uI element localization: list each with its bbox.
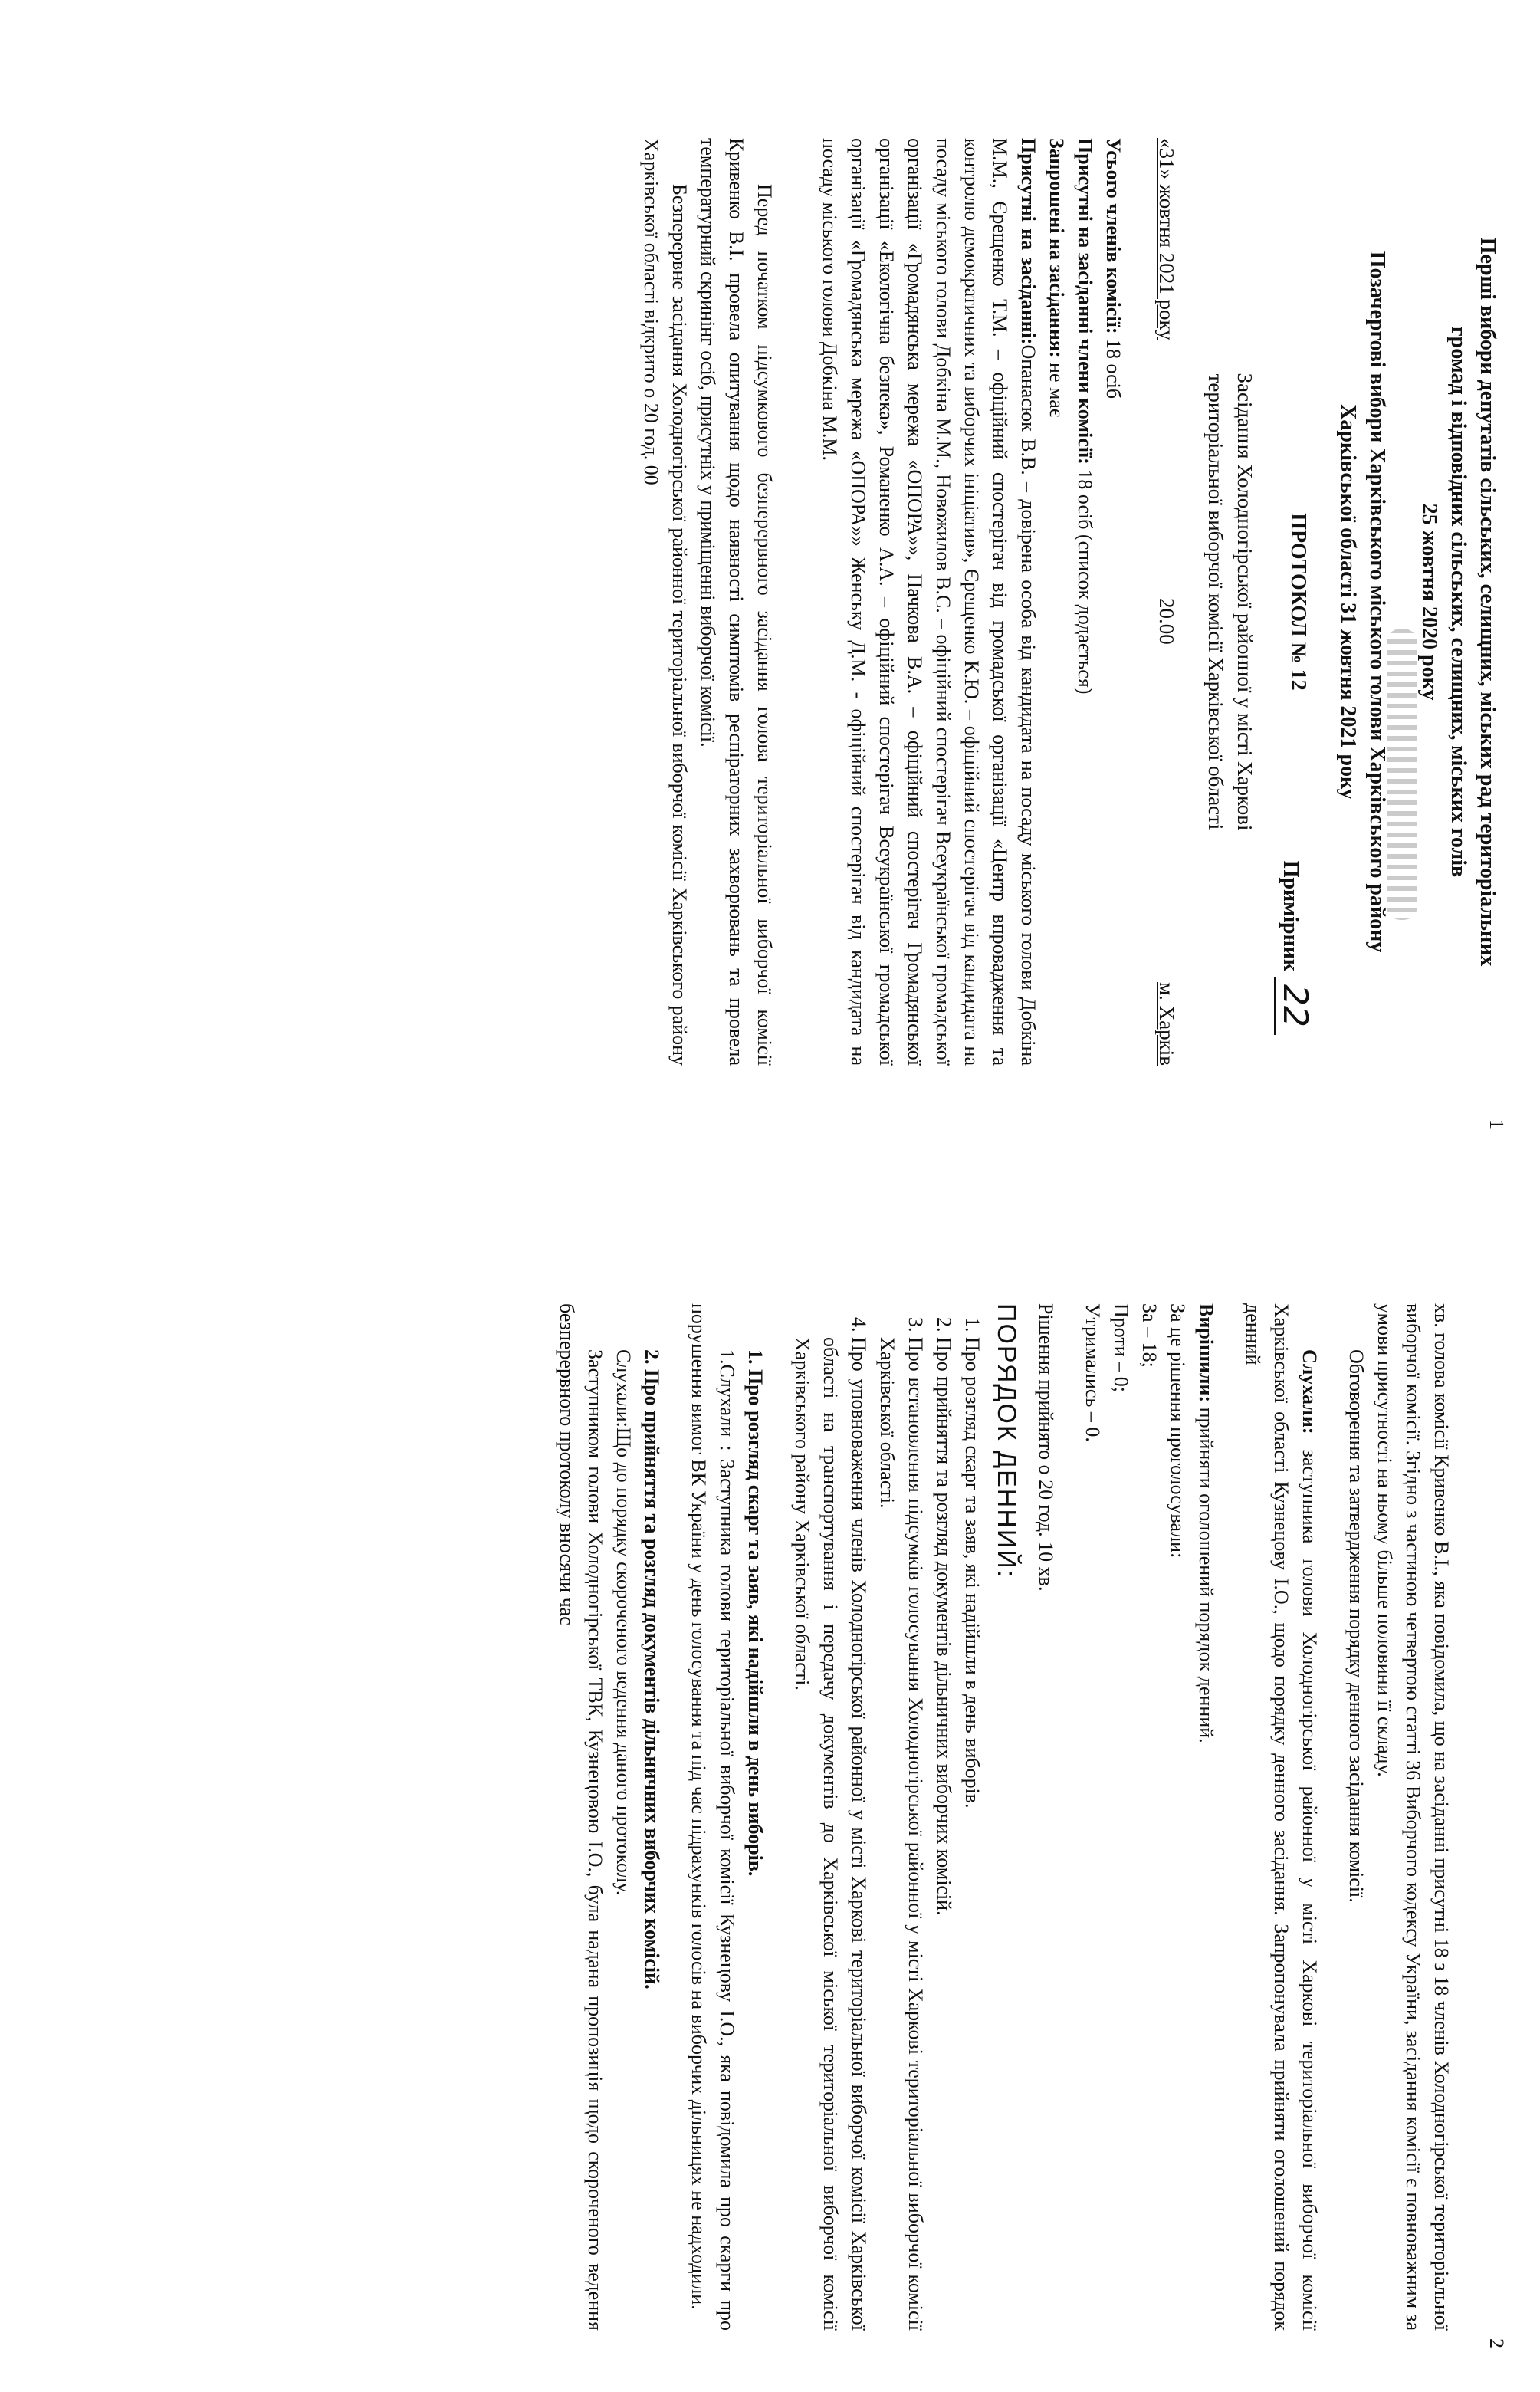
page-number: 2 (1486, 2338, 1508, 2348)
meeting-time: 20.00 (1155, 598, 1178, 645)
paragraph: хв. голова комісії Кривенко В.І., яка повідомила, що на засіданні присутні 18 з 18 членів Холодногірської територіальної виборчої комісії. Згідно з частиною четвертою статті 36 Виборчого кодексу України, засідання комісії є повноважним за умови присутності на ньому більше половини її складу. (1374, 1303, 1453, 2331)
present-guests: Присутні на засіданні:Опанасюк В.В. – довірена особа від кандидата на посаду міського голови Добкіна М.М., Єрещенко Т.М. – офіційний спостерігач від громадської організації «Центр впровадження та контролю демократичних та виборчих ініціатив», Єрещенко К.Ю. – офіційний спостерігач від кандидата на посаду міського голови Добкіна М.М., Новожилов В.С. – офіційний спостерігач Всеукраїнської громадської організації «Громадянська мережа «ОПОРА»», Пачкова В.А. – офіційний спостерігач Громадянської організації «Екологічна безпека», Романенко А.А. – офіційний спостерігач Всеукраїнської громадської організації «Громадянська мережа «ОПОРА»» Женську Д.М. - офіційний спостерігач від кандидата на посаду міського голови Добкіна М.М. (819, 138, 1039, 1066)
meeting-date: «31» жовтня 2021 року (1155, 138, 1178, 340)
header-date: 25 жовтня 2020 року (1417, 503, 1441, 701)
header-line: громад і відповідних сільських, селищних, міських голів (1446, 326, 1470, 878)
header-line: Харківської області 31 жовтня 2021 року (1336, 404, 1360, 800)
meeting-line: Засідання Холодногірської районної у місті Харкові (1233, 373, 1256, 831)
item2-heard: Слухали:Що до порядку скороченого ведення даного протоколу. (612, 1349, 635, 1896)
decision-time: Рішення прийнято о 20 год. 10 хв. (1035, 1303, 1057, 1592)
decided-paragraph: Вирішили: прийняти оголошений порядок денний. (1195, 1303, 1217, 1743)
item1-title: 1. Про розгляд скарг та заяв, які надійшли в день виборів. (744, 1349, 767, 1877)
item1-text: 1.Слухали : Заступника голови територіальної виборчої комісії Кузнецову І.О., яка повідомила про скарги про порушення вимог ВК України у день голосування та під час підрахунків голосів на виборчих дільницях не надходили. (688, 1303, 738, 2331)
header-line: Перші вибори депутатів сільських, селищних, міських рад територіальних (1476, 237, 1499, 967)
total-members: Усього членів комісії: 18 осіб (1102, 138, 1125, 399)
meeting-city: м. Харків (1155, 982, 1178, 1066)
item2-text: Заступником голови Холодногірської ТВК, Кузнецовою І.О., була надана пропозиція щодо скороченого ведення безперервного протоколу вносячи час (556, 1303, 606, 2331)
header-line: Позачергові вибори Харківського міського голови Харківського району (1365, 251, 1389, 953)
special-election-header (1333, 138, 1391, 1066)
agenda-item: 3. Про встановлення підсумків голосування Холодногірської районної у місті Харкові територіальної виборчої комісії Харківської області. (873, 1337, 930, 2331)
page-1 (0, 0, 1540, 1135)
meeting-line: територіальної виборчої комісії Харківської області (1204, 373, 1227, 830)
meeting-title (1201, 138, 1259, 1066)
election-header (1414, 138, 1502, 1066)
invited: Запрошені на засідання: не має (1046, 138, 1068, 417)
heard-paragraph: Слухали: заступника голови Холодногірської районної у місті Харкові територіальної виборчої комісії Харківської області Кузнецову І.О., щодо порядку денного засідання. Запропонувала прийняти оголошений порядок денний (1242, 1303, 1321, 2331)
agenda-item: 4. Про уповноваження членів Холодногірської районної у місті Харкові територіальної виборчої комісії Харківської області на транспортування і передачу документів до Харківської міської територіальної виборчої комісії Харківського району Харківської області. (788, 1337, 873, 2331)
votes-against: Проти – 0; (1110, 1303, 1132, 1392)
agenda-list (788, 1303, 987, 2331)
votes-for: За – 18; (1138, 1303, 1161, 1368)
paragraph: Безперервне засідання Холодногірської районної територіальної виборчої комісії Харківського району Харківської області відкрито о 20 год. 00 (640, 138, 691, 1066)
copy-label: Примірник (1279, 860, 1302, 971)
agenda-discussion: Обговорення та затвердження порядку денного засідання комісії. (1345, 1349, 1368, 1903)
date-line (1151, 138, 1181, 1066)
present-members: Присутні на засіданні члени комісії: 18 осіб (список додається) (1074, 138, 1096, 695)
protocol-title: ПРОТОКОЛ № 12 (1286, 513, 1310, 691)
agenda-item: 1. Про розгляд скарг та заяв, які надійшли в день виборів. (958, 1337, 987, 2331)
paragraph: Перед початком підсумкового безперервного засідання голова територіальної виборчої комісії Кривенко В.І. провела опитування щодо наявності симптомів респіраторних захворювань та провела температурний скринінг осіб, присутніх у приміщенні виборчої комісії. (697, 138, 776, 1066)
votes-abstain: Утримались – 0. (1082, 1303, 1104, 1442)
voted-line: За це рішення проголосували: (1167, 1303, 1189, 1559)
agenda-item: 2. Про прийняття та розгляд документів дільничних виборчих комісій. (930, 1337, 958, 2331)
page-2 (0, 1257, 1540, 2392)
item2-title: 2. Про прийняття та розгляд документів дільничних виборчих комісій. (641, 1349, 663, 1990)
page-number: 1 (1486, 1119, 1508, 1129)
protocol-title-row (1269, 138, 1315, 1066)
copy-number (1276, 861, 1315, 1035)
agenda-title: ПОРЯДОК ДЕННИЙ: (992, 1303, 1021, 1579)
copy-number-handwritten: 22 (1274, 977, 1315, 1035)
